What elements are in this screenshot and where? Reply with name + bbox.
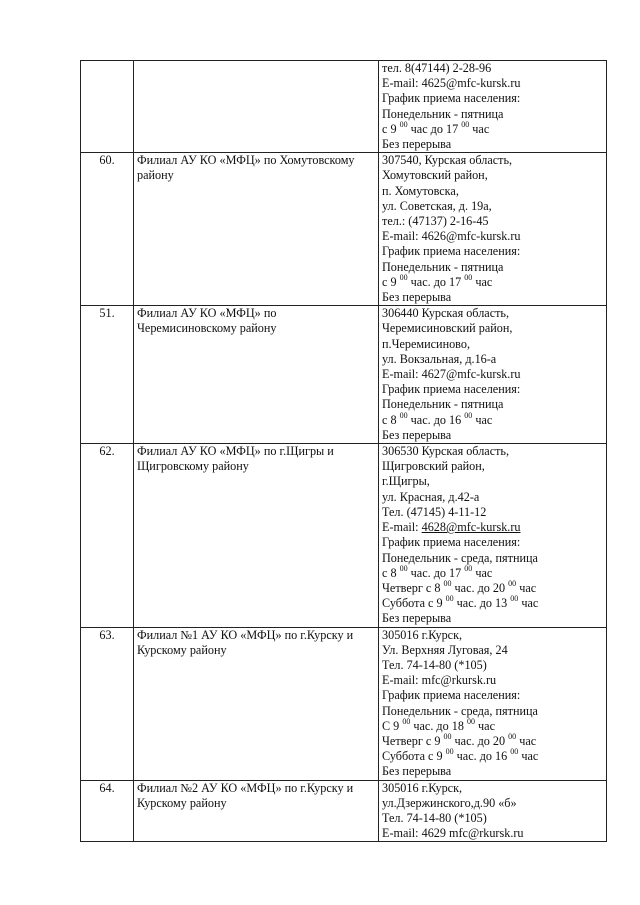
row-number: 51.: [81, 306, 134, 444]
branches-table-body: [81, 61, 607, 842]
time-minutes-superscript: 00: [464, 272, 473, 282]
text-segment: с 8: [382, 412, 400, 427]
table-row: [81, 780, 607, 842]
contact-line: 305016 г.Курск,: [382, 780, 463, 795]
text-segment: E-mail:: [382, 520, 422, 535]
contact-line: График приема населения:: [382, 91, 521, 106]
branch-name: Филиал АУ КО «МФЦ» по Хомутовскому району: [134, 153, 379, 306]
time-minutes-superscript: 00: [510, 747, 519, 757]
contact-line: 306530 Курская область,: [382, 444, 510, 459]
contact-line: ул. Советская, д. 19а,: [382, 198, 492, 213]
text-segment: С 9: [382, 718, 403, 733]
contact-line: [382, 716, 603, 734]
branch-contacts: [379, 780, 607, 842]
branches-table: [80, 60, 607, 842]
time-minutes-superscript: 00: [464, 410, 473, 420]
contact-line: 307540, Курская область,: [382, 153, 513, 168]
contact-line: [382, 578, 603, 596]
time-minutes-superscript: 00: [399, 119, 408, 129]
table-row: [81, 153, 607, 306]
contact-line: [382, 731, 603, 749]
text-segment: с 9: [382, 274, 400, 289]
email-link: 4628@mfc-kursk.ru: [421, 520, 521, 535]
branch-contacts: [379, 444, 607, 627]
text-segment: с 9: [382, 121, 400, 136]
row-number: 64.: [81, 780, 134, 842]
time-minutes-superscript: 00: [443, 731, 452, 741]
table-row: [81, 444, 607, 627]
time-minutes-superscript: 00: [443, 578, 452, 588]
contact-line: Понедельник - среда, пятница: [382, 550, 538, 565]
time-minutes-superscript: 00: [445, 594, 454, 604]
text-segment: час: [472, 565, 493, 580]
contact-line: E-mail: 4626@mfc-kursk.ru: [382, 229, 521, 244]
contact-line: [382, 410, 603, 428]
text-segment: Суббота с 9: [382, 749, 446, 764]
text-segment: час. до 17: [407, 274, 465, 289]
contact-line: п. Хомутовска,: [382, 183, 459, 198]
time-minutes-superscript: 00: [399, 410, 408, 420]
contact-line: Тел. 74-14-80 (*105): [382, 657, 487, 672]
contact-line: График приема населения:: [382, 382, 521, 397]
text-segment: час: [472, 412, 493, 427]
time-minutes-superscript: 00: [467, 716, 475, 726]
time-minutes-superscript: 00: [508, 578, 517, 588]
branch-name: [134, 61, 379, 153]
contact-line: E-mail: 4629 mfc@rkursk.ru: [382, 826, 524, 841]
contact-line: Черемисиновский район,: [382, 321, 513, 336]
time-minutes-superscript: 00: [508, 731, 517, 741]
text-segment: Четверг с 9: [382, 733, 444, 748]
table-row: [81, 306, 607, 444]
row-number: 63.: [81, 627, 134, 780]
text-segment: час: [472, 274, 493, 289]
contact-line: 306440 Курская область,: [382, 306, 510, 321]
text-segment: час: [518, 596, 539, 611]
row-number: 62.: [81, 444, 134, 627]
contact-line: E-mail: 4627@mfc-kursk.ru: [382, 367, 521, 382]
text-segment: час. до 20: [451, 733, 509, 748]
contact-line: Щигровский район,: [382, 459, 485, 474]
text-segment: час: [518, 749, 539, 764]
contact-line: Тел. (47145) 4-11-12: [382, 504, 487, 519]
contact-line: Без перерыва: [382, 137, 452, 152]
table-row: [81, 627, 607, 780]
contact-line: [382, 272, 603, 290]
text-segment: час. до 16: [407, 412, 465, 427]
contact-line: Без перерыва: [382, 427, 452, 442]
text-segment: Четверг с 8: [382, 580, 444, 595]
contact-line: График приема населения:: [382, 535, 521, 550]
table-row: [81, 61, 607, 153]
text-segment: час. до 16: [453, 749, 511, 764]
branch-name: Филиал №2 АУ КО «МФЦ» по г.Курску и Курскому району: [134, 780, 379, 842]
time-minutes-superscript: 00: [445, 747, 454, 757]
contact-line: Понедельник - пятница: [382, 397, 504, 412]
row-number: 60.: [81, 153, 134, 306]
contact-line: [382, 119, 603, 137]
branch-name: Филиал АУ КО «МФЦ» по Черемисиновскому району: [134, 306, 379, 444]
text-segment: час. до 17: [407, 565, 465, 580]
contact-line: ул.Дзержинского,д.90 «б»: [382, 795, 517, 810]
contact-line: Понедельник - среда, пятница: [382, 703, 538, 718]
contact-line: E-mail: 4625@mfc-kursk.ru: [382, 76, 521, 91]
text-segment: час. до 18: [410, 718, 467, 733]
contact-line: E-mail: mfc@rkursk.ru: [382, 673, 497, 688]
branch-contacts: [379, 61, 607, 153]
text-segment: час: [516, 580, 537, 595]
time-minutes-superscript: 00: [399, 272, 408, 282]
contact-line: г.Щигры,: [382, 474, 430, 489]
branch-name: Филиал №1 АУ КО «МФЦ» по г.Курску и Курскому району: [134, 627, 379, 780]
contact-line: тел.: (47137) 2-16-45: [382, 214, 489, 229]
branch-contacts: [379, 306, 607, 444]
contact-line: Понедельник - пятница: [382, 106, 504, 121]
branch-contacts: [379, 627, 607, 780]
text-segment: час до 17: [407, 121, 462, 136]
contact-line: [382, 563, 603, 581]
contact-line: ул. Красная, д.42-а: [382, 489, 480, 504]
text-segment: час: [469, 121, 490, 136]
contact-line: График приема населения:: [382, 244, 521, 259]
text-segment: Суббота с 9: [382, 596, 446, 611]
branch-name: Филиал АУ КО «МФЦ» по г.Щигры и Щигровскому району: [134, 444, 379, 627]
contact-line: Хомутовский район,: [382, 168, 488, 183]
row-number: [81, 61, 134, 153]
time-minutes-superscript: 00: [464, 563, 473, 573]
contact-line: п.Черемисиново,: [382, 336, 470, 351]
time-minutes-superscript: 00: [402, 716, 411, 726]
contact-line: Без перерыва: [382, 764, 452, 779]
text-segment: час. до 13: [453, 596, 511, 611]
contact-line: [382, 596, 603, 611]
contact-line: Без перерыва: [382, 290, 452, 305]
contact-line: Ул. Верхняя Луговая, 24: [382, 642, 508, 657]
text-segment: час: [475, 718, 495, 733]
contact-line: [382, 749, 603, 764]
contact-line: Без перерыва: [382, 611, 452, 626]
contact-line: 305016 г.Курск,: [382, 627, 463, 642]
contact-line: Понедельник - пятница: [382, 259, 504, 274]
contact-line: ул. Вокзальная, д.16-а: [382, 351, 497, 366]
contact-line: График приема населения:: [382, 688, 521, 703]
text-segment: с 8: [382, 565, 400, 580]
contact-line: [382, 520, 603, 535]
time-minutes-superscript: 00: [461, 119, 470, 129]
text-segment: час. до 20: [451, 580, 509, 595]
text-segment: час: [516, 733, 537, 748]
time-minutes-superscript: 00: [510, 594, 519, 604]
contact-line: Тел. 74-14-80 (*105): [382, 810, 487, 825]
time-minutes-superscript: 00: [399, 563, 408, 573]
branch-contacts: [379, 153, 607, 306]
contact-line: тел. 8(47144) 2-28-96: [382, 61, 492, 75]
